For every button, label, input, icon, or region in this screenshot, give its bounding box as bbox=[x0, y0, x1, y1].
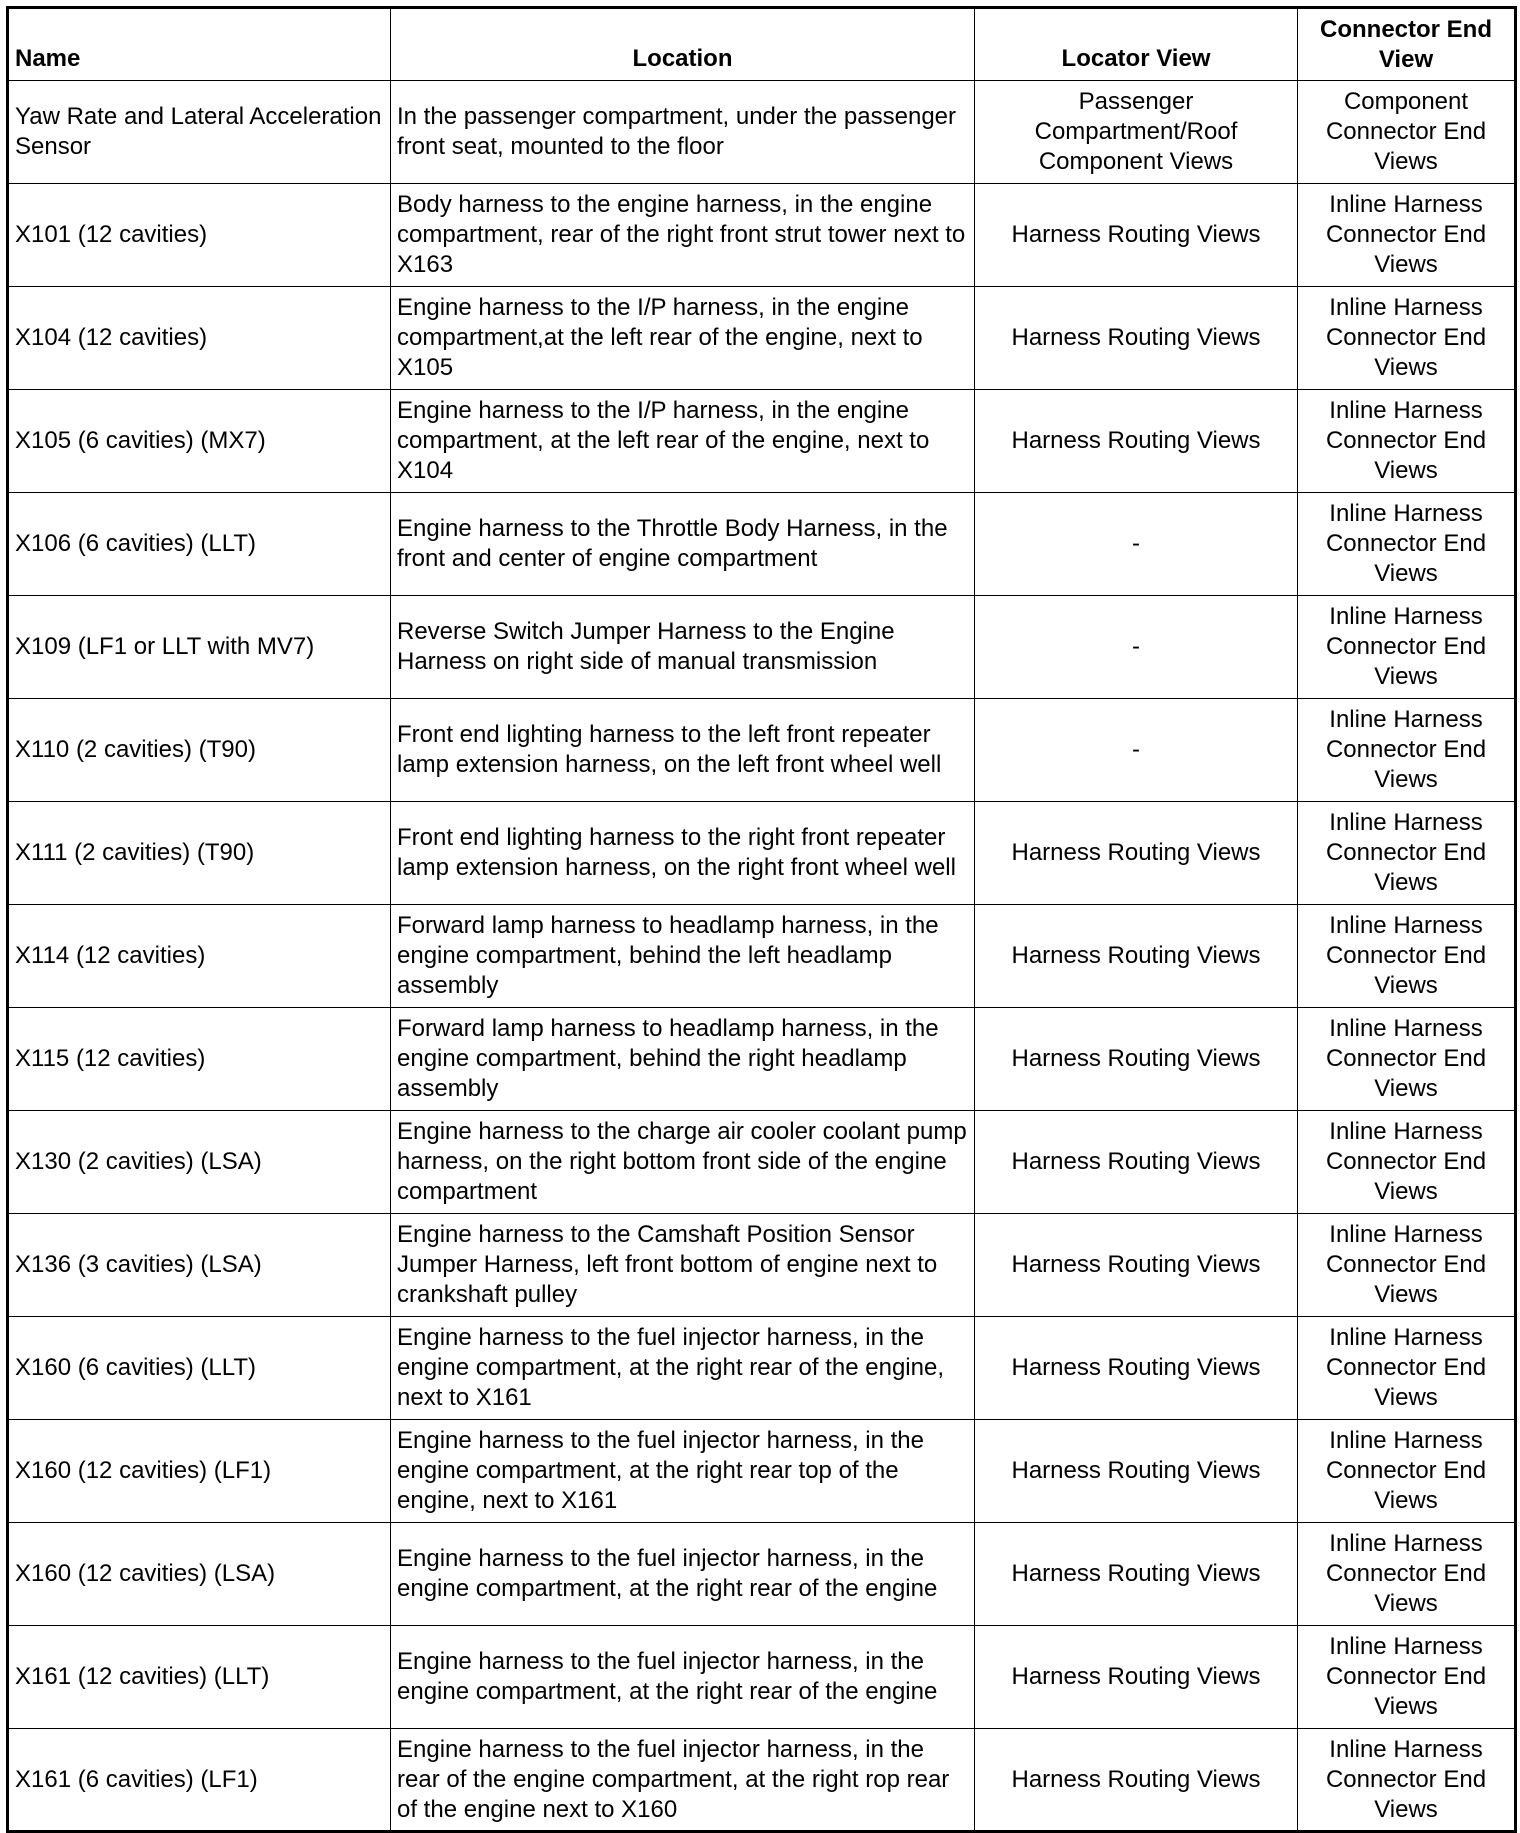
cell-locator-view: - bbox=[975, 699, 1298, 802]
cell-connector-end-view: Inline Harness Connector End Views bbox=[1298, 1523, 1516, 1626]
cell-name: X115 (12 cavities) bbox=[8, 1008, 391, 1111]
cell-location: Engine harness to the Throttle Body Harness, in the front and center of engine compartment bbox=[391, 493, 975, 596]
connector-table-document bbox=[6, 6, 1514, 1823]
cell-locator-view: Harness Routing Views bbox=[975, 390, 1298, 493]
cell-connector-end-view: Inline Harness Connector End Views bbox=[1298, 493, 1516, 596]
cell-connector-end-view: Inline Harness Connector End Views bbox=[1298, 1008, 1516, 1111]
cell-locator-view: Harness Routing Views bbox=[975, 1317, 1298, 1420]
cell-locator-view: Harness Routing Views bbox=[975, 1729, 1298, 1832]
cell-location: Forward lamp harness to headlamp harness, in the engine compartment, behind the right headlamp assembly bbox=[391, 1008, 975, 1111]
table-row bbox=[8, 81, 1516, 184]
cell-connector-end-view: Inline Harness Connector End Views bbox=[1298, 699, 1516, 802]
table-row bbox=[8, 287, 1516, 390]
cell-locator-view: Harness Routing Views bbox=[975, 1626, 1298, 1729]
cell-connector-end-view: Inline Harness Connector End Views bbox=[1298, 1214, 1516, 1317]
table-row bbox=[8, 1214, 1516, 1317]
table-row bbox=[8, 905, 1516, 1008]
cell-name: X161 (12 cavities) (LLT) bbox=[8, 1626, 391, 1729]
cell-locator-view: Harness Routing Views bbox=[975, 1523, 1298, 1626]
table-header bbox=[8, 8, 1516, 81]
table-row bbox=[8, 1008, 1516, 1111]
cell-name: X160 (12 cavities) (LF1) bbox=[8, 1420, 391, 1523]
cell-locator-view: Passenger Compartment/Roof Component Views bbox=[975, 81, 1298, 184]
cell-location: Engine harness to the I/P harness, in the engine compartment, at the left rear of the engine, next to X104 bbox=[391, 390, 975, 493]
cell-location: Front end lighting harness to the left front repeater lamp extension harness, on the left front wheel well bbox=[391, 699, 975, 802]
cell-location: Reverse Switch Jumper Harness to the Engine Harness on right side of manual transmission bbox=[391, 596, 975, 699]
cell-location: Engine harness to the fuel injector harness, in the engine compartment, at the right rear top of the engine, next to X161 bbox=[391, 1420, 975, 1523]
cell-name: X160 (12 cavities) (LSA) bbox=[8, 1523, 391, 1626]
cell-connector-end-view: Inline Harness Connector End Views bbox=[1298, 1420, 1516, 1523]
column-header-name: Name bbox=[8, 8, 391, 81]
cell-locator-view: Harness Routing Views bbox=[975, 184, 1298, 287]
cell-location: In the passenger compartment, under the passenger front seat, mounted to the floor bbox=[391, 81, 975, 184]
cell-name: X160 (6 cavities) (LLT) bbox=[8, 1317, 391, 1420]
cell-name: X136 (3 cavities) (LSA) bbox=[8, 1214, 391, 1317]
cell-location: Engine harness to the fuel injector harness, in the engine compartment, at the right rear of the engine bbox=[391, 1523, 975, 1626]
cell-location: Engine harness to the Camshaft Position Sensor Jumper Harness, left front bottom of engine next to crankshaft pulley bbox=[391, 1214, 975, 1317]
table-row bbox=[8, 1626, 1516, 1729]
cell-locator-view: Harness Routing Views bbox=[975, 1008, 1298, 1111]
table-row bbox=[8, 1111, 1516, 1214]
cell-connector-end-view: Component Connector End Views bbox=[1298, 81, 1516, 184]
cell-name: Yaw Rate and Lateral Acceleration Sensor bbox=[8, 81, 391, 184]
cell-locator-view: - bbox=[975, 596, 1298, 699]
cell-connector-end-view: Inline Harness Connector End Views bbox=[1298, 1626, 1516, 1729]
table-row bbox=[8, 184, 1516, 287]
cell-name: X101 (12 cavities) bbox=[8, 184, 391, 287]
connector-table bbox=[6, 6, 1517, 1833]
column-header-connector-end-view: Connector End View bbox=[1298, 8, 1516, 81]
cell-connector-end-view: Inline Harness Connector End Views bbox=[1298, 596, 1516, 699]
cell-location: Engine harness to the charge air cooler coolant pump harness, on the right bottom front side of the engine compartment bbox=[391, 1111, 975, 1214]
table-row bbox=[8, 1729, 1516, 1832]
cell-location: Engine harness to the I/P harness, in the engine compartment,at the left rear of the engine, next to X105 bbox=[391, 287, 975, 390]
cell-connector-end-view: Inline Harness Connector End Views bbox=[1298, 287, 1516, 390]
table-row bbox=[8, 596, 1516, 699]
table-row bbox=[8, 1523, 1516, 1626]
cell-locator-view: Harness Routing Views bbox=[975, 1111, 1298, 1214]
cell-location: Engine harness to the fuel injector harness, in the rear of the engine compartment, at the right rop rear of the engine next to X160 bbox=[391, 1729, 975, 1832]
cell-name: X130 (2 cavities) (LSA) bbox=[8, 1111, 391, 1214]
table-row bbox=[8, 493, 1516, 596]
cell-connector-end-view: Inline Harness Connector End Views bbox=[1298, 905, 1516, 1008]
cell-name: X110 (2 cavities) (T90) bbox=[8, 699, 391, 802]
cell-connector-end-view: Inline Harness Connector End Views bbox=[1298, 1317, 1516, 1420]
cell-name: X109 (LF1 or LLT with MV7) bbox=[8, 596, 391, 699]
table-row bbox=[8, 1420, 1516, 1523]
cell-connector-end-view: Inline Harness Connector End Views bbox=[1298, 184, 1516, 287]
cell-locator-view: Harness Routing Views bbox=[975, 1214, 1298, 1317]
cell-locator-view: Harness Routing Views bbox=[975, 287, 1298, 390]
cell-name: X105 (6 cavities) (MX7) bbox=[8, 390, 391, 493]
cell-name: X106 (6 cavities) (LLT) bbox=[8, 493, 391, 596]
cell-locator-view: - bbox=[975, 493, 1298, 596]
table-row bbox=[8, 1317, 1516, 1420]
cell-location: Engine harness to the fuel injector harness, in the engine compartment, at the right rear of the engine, next to X161 bbox=[391, 1317, 975, 1420]
table-row bbox=[8, 390, 1516, 493]
table-row bbox=[8, 802, 1516, 905]
cell-connector-end-view: Inline Harness Connector End Views bbox=[1298, 1111, 1516, 1214]
header-row bbox=[8, 8, 1516, 81]
cell-name: X111 (2 cavities) (T90) bbox=[8, 802, 391, 905]
column-header-locator-view: Locator View bbox=[975, 8, 1298, 81]
table-row bbox=[8, 699, 1516, 802]
cell-location: Forward lamp harness to headlamp harness, in the engine compartment, behind the left headlamp assembly bbox=[391, 905, 975, 1008]
cell-location: Front end lighting harness to the right front repeater lamp extension harness, on the right front wheel well bbox=[391, 802, 975, 905]
cell-connector-end-view: Inline Harness Connector End Views bbox=[1298, 390, 1516, 493]
cell-locator-view: Harness Routing Views bbox=[975, 1420, 1298, 1523]
cell-name: X114 (12 cavities) bbox=[8, 905, 391, 1008]
cell-name: X161 (6 cavities) (LF1) bbox=[8, 1729, 391, 1832]
cell-locator-view: Harness Routing Views bbox=[975, 802, 1298, 905]
cell-location: Body harness to the engine harness, in the engine compartment, rear of the right front strut tower next to X163 bbox=[391, 184, 975, 287]
cell-connector-end-view: Inline Harness Connector End Views bbox=[1298, 802, 1516, 905]
cell-locator-view: Harness Routing Views bbox=[975, 905, 1298, 1008]
cell-location: Engine harness to the fuel injector harness, in the engine compartment, at the right rear of the engine bbox=[391, 1626, 975, 1729]
column-header-location: Location bbox=[391, 8, 975, 81]
cell-name: X104 (12 cavities) bbox=[8, 287, 391, 390]
table-body bbox=[8, 81, 1516, 1832]
cell-connector-end-view: Inline Harness Connector End Views bbox=[1298, 1729, 1516, 1832]
